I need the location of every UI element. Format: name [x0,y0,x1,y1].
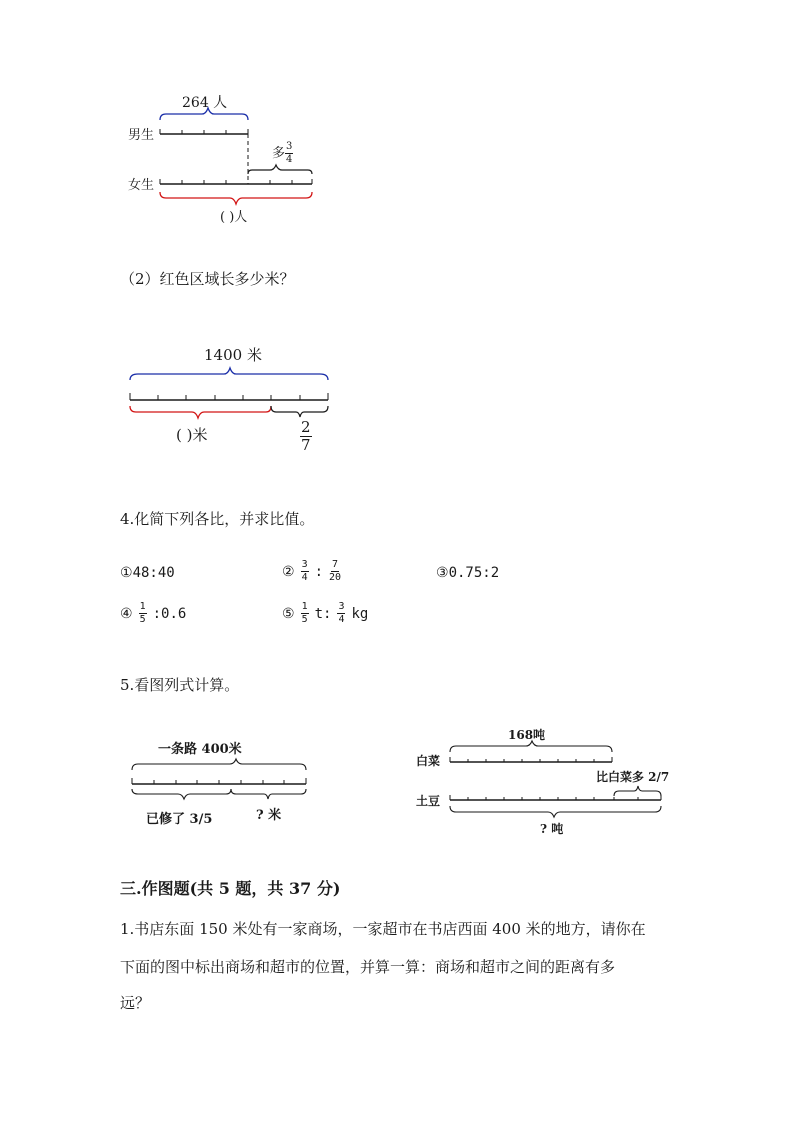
q4-item-4-num: 1 [139,601,146,612]
more-den: 4 [286,154,293,165]
more-num: 3 [286,141,293,152]
brace-road-left [132,789,231,799]
q4-item-5 [282,602,368,625]
label-boys: 男生 [128,128,155,143]
q4-item-2-sep: : [314,563,324,580]
q4-item-2 [282,560,341,583]
label-road-400: 一条路 400米 [158,742,242,757]
brace-road-top [132,759,306,770]
section-3-q1-line-2: 下面的图中标出商场和超市的位置，并算一算：商场和超市之间的距离有多 [120,958,616,976]
brace-bottom-red [160,192,312,204]
brace-1400-blue [130,368,328,380]
q4-item-1-text: 48:40 [132,565,175,581]
frac-den: 7 [301,436,311,454]
q4-item-2-b-num: 7 [332,559,339,570]
brace-red-under [130,406,271,418]
label-more [272,142,293,165]
brace-more [248,165,312,174]
q4-item-5-mid: t: [314,605,332,622]
q4-item-5-mark: ⑤ [282,605,295,622]
brace-black-under [271,406,328,417]
brace-more-2-7 [614,786,661,796]
diagram-vegetables [410,724,680,844]
q4-item-4 [120,602,186,625]
q4-item-2-a-num: 3 [301,559,308,570]
q4-item-5-a-den: 5 [301,614,308,625]
diagram-red-region [120,340,350,470]
q4-item-5-frac-a [301,602,309,625]
section-3-q1-line-1: 1.书店东面 150 米处有一家商场，一家超市在书店西面 400 米的地方，请你在 [120,920,646,938]
section-3-title: 三.作图题(共 5 题，共 37 分) [120,879,341,898]
q4-item-5-b-den: 4 [338,614,345,625]
diagram-road [126,732,326,832]
question-5-title: 5.看图列式计算。 [120,676,240,694]
q4-item-5-a-num: 1 [301,601,308,612]
label-road-unknown: ? 米 [256,808,282,823]
q4-item-3-text: 0.75:2 [448,565,500,581]
fraction-2-7 [300,420,312,453]
q4-item-5-frac-b [337,602,345,625]
label-potato: 土豆 [416,794,441,808]
q4-item-2-a-den: 4 [301,572,308,583]
q4-item-3 [436,565,499,581]
q4-item-2-b-den: 20 [329,572,342,583]
q4-item-5-b-num: 3 [338,601,345,612]
label-cabbage: 白菜 [416,754,441,768]
q4-item-3-mark: ③ [436,565,449,581]
label-girls: 女生 [128,178,155,193]
brace-potato-bottom [450,806,661,817]
section-3-q1-line-3: 远？ [120,994,151,1012]
q4-item-4-mark: ④ [120,605,133,622]
brace-road-right [231,789,306,799]
q4-item-2-frac-b [329,560,341,583]
label-potato-unknown: ? 吨 [540,822,564,836]
label-girls-count: ( )人 [220,210,248,225]
q4-item-4-tail: :0.6 [152,605,187,622]
question-4-title: 4.化简下列各比，并求比值。 [120,510,315,528]
q4-item-2-frac-a [301,560,309,583]
q4-item-2-mark: ② [282,563,295,580]
more-fraction [285,142,293,165]
q4-item-4-den: 5 [139,614,146,625]
label-168: 168吨 [508,728,546,742]
q4-item-5-tail: kg [351,605,369,622]
question-2-text: （2）红色区域长多少米？ [120,270,295,288]
q4-item-4-frac [139,602,147,625]
diagram-boys-girls [120,88,330,228]
frac-num: 2 [301,418,311,436]
more-prefix: 多 [272,146,286,161]
label-repaired: 已修了 3/5 [146,812,213,827]
label-1400: 1400 米 [204,346,262,364]
label-more-2-7: 比白菜多 2/7 [596,770,670,784]
q4-item-1-mark: ① [120,565,133,581]
label-red-length: ( )米 [176,426,208,444]
label-264: 264 人 [182,95,228,111]
q4-item-1 [120,565,175,581]
